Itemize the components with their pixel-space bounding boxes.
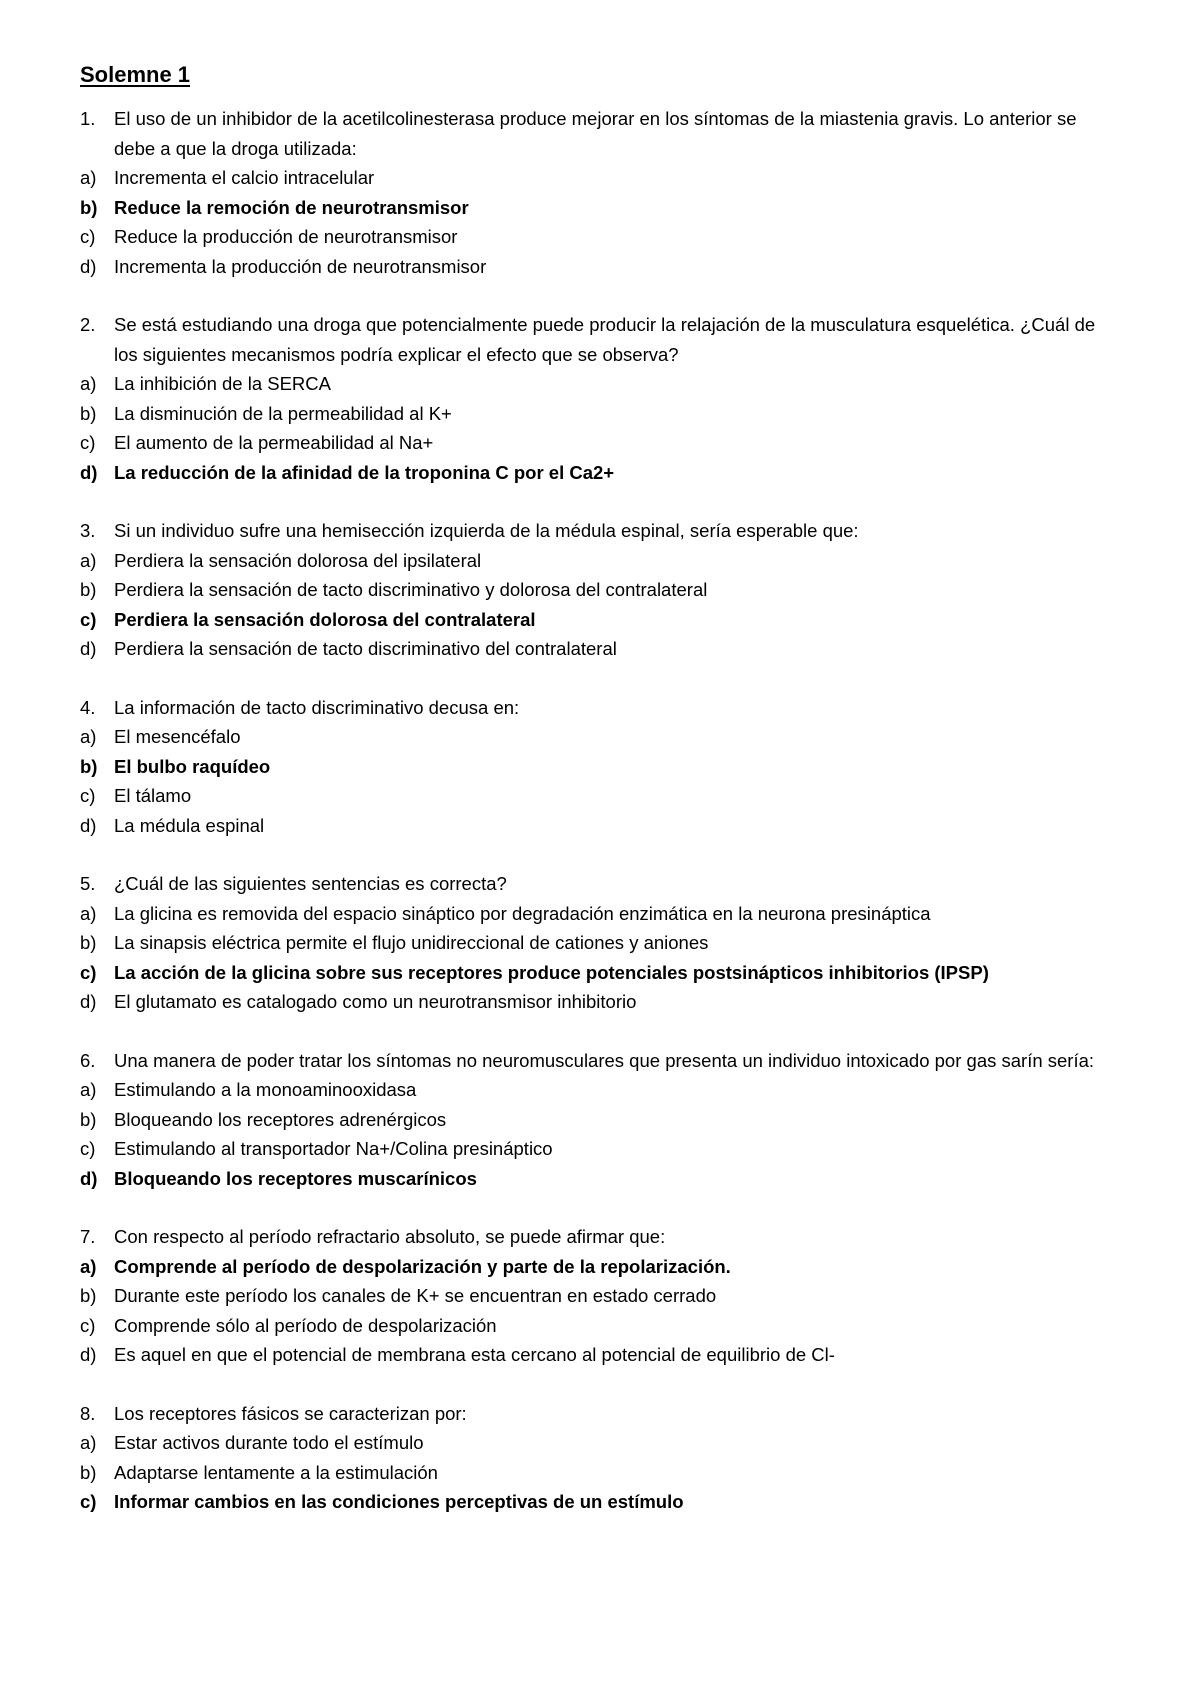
question-list [80,104,1120,1546]
option-letter: b) [80,196,98,218]
option-text: La médula espinal [114,814,265,836]
option-letter: c) [80,1314,96,1336]
question-stem [80,104,1120,163]
option-text: Comprende sólo al período de despolarización [114,1314,497,1336]
option-a [80,722,1120,752]
option-text: Comprende al período de despolarización y parte de la repolarización. [114,1255,731,1277]
question-number: 3. [80,520,96,541]
option-text: Es aquel en que el potencial de membrana esta cercano al potencial de equilibrio de Cl- [114,1344,835,1365]
option-text: Estimulando a la monoaminooxidasa [114,1079,417,1100]
question-4 [80,693,1120,841]
question-6 [80,1046,1120,1194]
option-b [80,928,1120,958]
option-b-correct [80,193,1120,223]
option-a [80,163,1120,193]
question-text: La información de tacto discriminativo decusa en: [114,696,520,718]
option-letter: c) [80,432,96,453]
question-text: Una manera de poder tratar los síntomas no neuromusculares que presenta un individuo intoxicado por gas sarín sería: [114,1049,1095,1071]
question-stem [80,1399,1120,1429]
option-c-correct [80,1487,1120,1517]
option-text: Bloqueando los receptores muscarínicos [114,1167,477,1189]
option-a [80,1428,1120,1458]
question-number: 8. [80,1402,96,1424]
question-stem [80,869,1120,899]
option-text: Durante este período los canales de K+ se encuentran en estado cerrado [114,1285,717,1306]
option-c-correct [80,605,1120,635]
question-stem [80,516,1120,546]
option-letter: d) [80,991,97,1012]
question-text: ¿Cuál de las siguientes sentencias es correcta? [114,873,507,894]
option-a [80,546,1120,576]
option-c [80,222,1120,252]
option-letter: a) [80,726,97,747]
option-text: Reduce la remoción de neurotransmisor [114,196,469,218]
option-text: Perdiera la sensación dolorosa del contralateral [114,608,536,630]
question-1 [80,104,1120,281]
option-letter: d) [80,814,97,836]
option-d-correct [80,458,1120,488]
question-5 [80,869,1120,1017]
option-letter: a) [80,549,97,571]
option-b [80,1281,1120,1311]
option-letter: a) [80,1079,97,1100]
question-text: Los receptores fásicos se caracterizan por: [114,1402,467,1424]
option-text: Perdiera la sensación de tacto discriminativo del contralateral [114,638,617,659]
option-text: El aumento de la permeabilidad al Na+ [114,432,434,453]
option-letter: b) [80,755,98,777]
question-number: 2. [80,314,96,335]
option-text: Reduce la producción de neurotransmisor [114,226,458,247]
option-d [80,634,1120,664]
option-a-correct [80,1252,1120,1282]
option-text: Estar activos durante todo el estímulo [114,1432,424,1453]
option-text: Bloqueando los receptores adrenérgicos [114,1108,447,1130]
question-8 [80,1399,1120,1517]
option-letter: b) [80,1108,97,1130]
question-stem [80,310,1120,369]
option-text: El glutamato es catalogado como un neurotransmisor inhibitorio [114,991,637,1012]
question-number: 6. [80,1049,96,1071]
question-stem [80,693,1120,723]
question-stem [80,1222,1120,1252]
option-b [80,1105,1120,1135]
option-letter: c) [80,1138,96,1159]
option-letter: d) [80,255,97,277]
option-text: Perdiera la sensación dolorosa del ipsilateral [114,549,482,571]
option-letter: b) [80,932,97,953]
option-text: La reducción de la afinidad de la troponina C por el Ca2+ [114,461,615,483]
question-3 [80,516,1120,664]
option-text: La disminución de la permeabilidad al K+ [114,402,452,424]
option-a [80,899,1120,929]
option-letter: a) [80,167,97,188]
option-letter: d) [80,461,98,483]
option-letter: c) [80,608,97,630]
option-letter: b) [80,1285,97,1306]
option-b-correct [80,752,1120,782]
option-text: Adaptarse lentamente a la estimulación [114,1461,438,1483]
option-c [80,428,1120,458]
option-d [80,811,1120,841]
option-text: La acción de la glicina sobre sus receptores produce potenciales postsinápticos inhibitorios (IPSP) [114,961,989,983]
option-letter: b) [80,1461,97,1483]
option-letter: a) [80,373,97,394]
option-letter: c) [80,961,97,983]
question-stem [80,1046,1120,1076]
option-letter: b) [80,579,97,600]
option-c [80,781,1120,811]
option-c [80,1311,1120,1341]
option-d [80,987,1120,1017]
option-a [80,1075,1120,1105]
option-text: Incrementa el calcio intracelular [114,167,375,188]
option-text: El bulbo raquídeo [114,755,271,777]
option-letter: c) [80,785,96,806]
option-letter: c) [80,1491,97,1512]
option-letter: a) [80,1432,97,1453]
option-letter: c) [80,226,96,247]
question-number: 5. [80,873,96,894]
option-c-correct [80,958,1120,988]
option-d-correct [80,1164,1120,1194]
page-title: Solemne 1 [80,62,191,87]
option-letter: d) [80,638,97,659]
question-number: 7. [80,1226,96,1247]
option-text: La inhibición de la SERCA [114,373,331,394]
question-number: 4. [80,696,96,718]
option-d [80,1340,1120,1370]
option-letter: a) [80,1255,97,1277]
option-text: El mesencéfalo [114,726,241,747]
question-2 [80,310,1120,487]
option-letter: d) [80,1344,97,1365]
option-a [80,369,1120,399]
option-b [80,1458,1120,1488]
option-text: Perdiera la sensación de tacto discriminativo y dolorosa del contralateral [114,579,708,600]
option-letter: b) [80,402,97,424]
option-text: La glicina es removida del espacio sináptico por degradación enzimática en la neurona presináptica [114,902,931,924]
question-number: 1. [80,108,96,129]
option-text: Informar cambios en las condiciones perceptivas de un estímulo [114,1491,684,1512]
option-text: El tálamo [114,785,192,806]
option-text: La sinapsis eléctrica permite el flujo unidireccional de cationes y aniones [114,932,709,953]
question-text: Se está estudiando una droga que potencialmente puede producir la relajación de la musculatura esquelética. ¿Cuál de los siguientes mecanismos podría explicar el efecto que se observa? [114,314,1096,365]
question-text: Si un individuo sufre una hemisección izquierda de la médula espinal, sería esperable que: [114,520,859,541]
option-letter: d) [80,1167,98,1189]
option-b [80,575,1120,605]
question-7 [80,1222,1120,1370]
option-c [80,1134,1120,1164]
option-text: Estimulando al transportador Na+/Colina presináptico [114,1138,553,1159]
question-text: El uso de un inhibidor de la acetilcolinesterasa produce mejorar en los síntomas de la miastenia gravis. Lo anterior se debe a que la droga utilizada: [114,108,1077,159]
option-b [80,399,1120,429]
option-d [80,252,1120,282]
option-text: Incrementa la producción de neurotransmisor [114,255,487,277]
question-text: Con respecto al período refractario absoluto, se puede afirmar que: [114,1226,666,1247]
option-letter: a) [80,902,97,924]
